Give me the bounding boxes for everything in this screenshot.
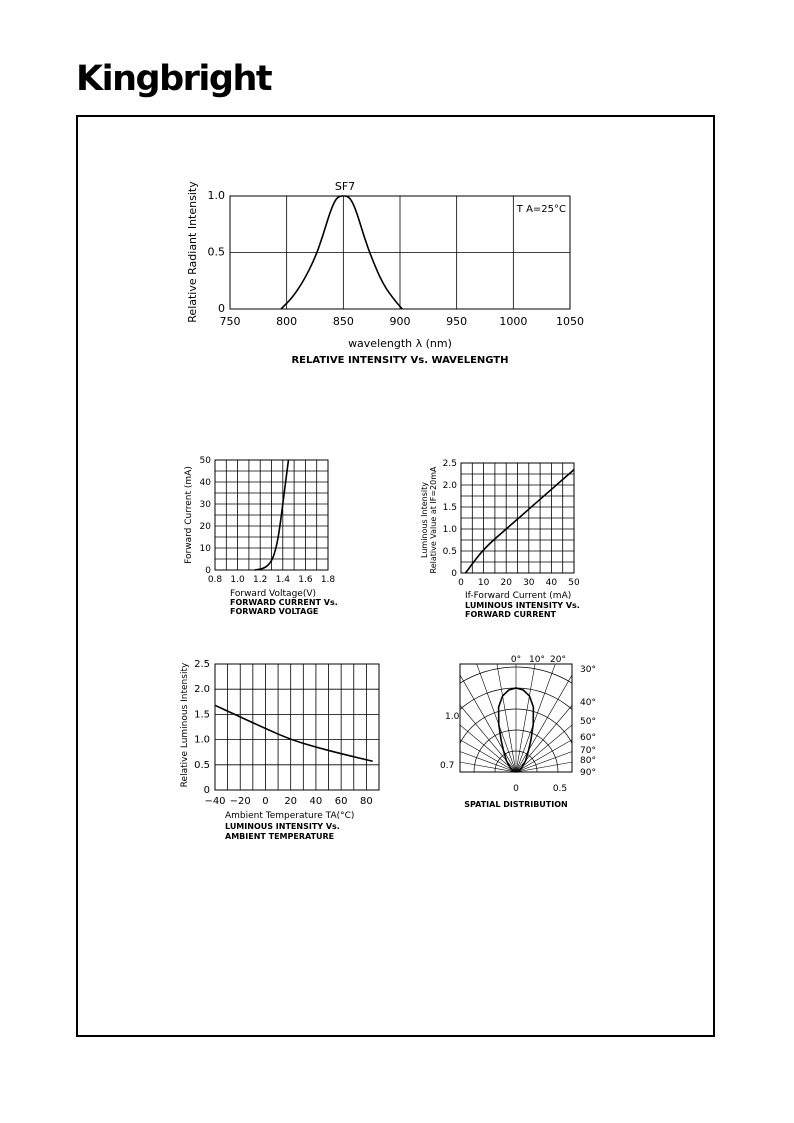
y-tick-label: 0 <box>203 785 210 796</box>
x-tick-label: 20 <box>284 796 298 807</box>
y-tick-label: 0.5 <box>207 245 225 259</box>
angle-label: 20° <box>550 655 566 665</box>
x-tick-label: 900 <box>389 315 411 328</box>
x-tick-label: 0.8 <box>207 575 223 585</box>
angle-label: 80° <box>580 756 596 766</box>
y-tick-label: 1.5 <box>194 709 210 721</box>
x-tick-label: −20 <box>229 796 251 807</box>
y-tick-label: 1.0 <box>194 734 210 746</box>
series-label-sf7: SF7 <box>334 180 356 193</box>
y-tick-label: 2.5 <box>194 659 210 670</box>
lt-x-axis-label: Ambient Temperature TA(°C) <box>225 811 355 821</box>
lt-y-axis-label: Relative Luminous Intensity <box>180 662 190 788</box>
x-tick-label: 800 <box>276 315 298 328</box>
y-tick-label: 50 <box>199 456 211 466</box>
angle-label: 0° <box>510 655 522 665</box>
x-tick-label: 60 <box>334 796 348 807</box>
forward-current-vs-voltage-chart <box>180 450 350 620</box>
x-tick-label: 30 <box>523 578 535 588</box>
angle-label: 60° <box>580 733 596 743</box>
x-tick-label: 1.2 <box>253 575 268 585</box>
iv-caption-line-2: FORWARD VOLTAGE <box>230 607 319 616</box>
x-tick-label: 1.8 <box>320 575 336 585</box>
x-tick-label: −40 <box>204 796 226 807</box>
condition-annotation: T A=25°C <box>516 204 566 215</box>
y-tick-label: 0.5 <box>442 547 457 557</box>
y-tick-label: 1.5 <box>442 503 457 513</box>
x-tick-label: 80 <box>360 796 373 807</box>
radial-label-1-0: 1.0 <box>445 712 460 722</box>
radial-label-0-5: 0.5 <box>552 784 568 794</box>
kingbright-logo: Kingbright <box>76 59 272 99</box>
x-tick-label: 750 <box>219 315 241 328</box>
y-tick-label: 2.0 <box>442 481 457 491</box>
x-tick-label: 20 <box>500 578 512 588</box>
y-tick-label: 10 <box>199 544 211 554</box>
x-tick-label: 950 <box>446 315 468 328</box>
y-tick-label: 0 <box>205 566 211 576</box>
y-tick-label: 20 <box>199 522 211 532</box>
spectrum-x-axis-label: wavelength λ (nm) <box>348 337 452 350</box>
angle-label: 30° <box>580 665 596 675</box>
spectrum-y-axis-label: Relative Radiant Intensity <box>186 181 199 323</box>
x-tick-label: 50 <box>568 578 580 588</box>
x-tick-label: 0 <box>262 796 269 807</box>
x-tick-label: 1000 <box>499 315 528 328</box>
y-tick-label: 0.5 <box>194 759 210 771</box>
y-tick-label: 0 <box>451 569 457 579</box>
iv-y-axis-label: Forward Current (mA) <box>184 466 194 564</box>
angle-label: 50° <box>580 717 596 727</box>
y-tick-label: 1.0 <box>442 525 457 535</box>
lt-series-line <box>215 705 373 761</box>
lc-y-axis-label-line-1: Luminous Intensity <box>420 482 429 558</box>
lt-plot-frame <box>215 664 379 790</box>
x-tick-label: 40 <box>545 578 558 588</box>
spatial-caption: SPATIAL DISTRIBUTION <box>464 800 568 809</box>
luminous-intensity-vs-temperature-chart <box>175 650 390 850</box>
x-tick-label: 10 <box>477 578 490 588</box>
iv-caption-line-1: FORWARD CURRENT Vs. <box>230 598 338 607</box>
x-tick-label: 0 <box>458 578 464 588</box>
angle-label: 10° <box>529 655 545 665</box>
spatial-distribution-chart <box>430 650 600 815</box>
y-tick-label: 2.0 <box>194 684 210 696</box>
lc-caption-line-2: FORWARD CURRENT <box>465 610 556 619</box>
lt-caption-line-1: LUMINOUS INTENSITY Vs. <box>225 822 340 831</box>
x-tick-label: 1050 <box>556 315 584 328</box>
x-tick-label: 1.6 <box>298 575 313 585</box>
y-tick-label: 40 <box>199 478 211 488</box>
y-tick-label: 1.0 <box>207 189 225 202</box>
y-tick-label: 2.5 <box>442 459 457 469</box>
radial-label-0: 0 <box>513 784 519 794</box>
luminous-intensity-vs-current-chart <box>415 450 595 625</box>
radial-label-0-7: 0.7 <box>440 761 455 771</box>
lt-caption-line-2: AMBIENT TEMPERATURE <box>225 832 335 841</box>
x-tick-label: 850 <box>332 315 354 328</box>
angle-label: 70° <box>580 746 596 756</box>
x-tick-label: 1.0 <box>230 575 245 585</box>
x-tick-label: 40 <box>309 796 323 807</box>
x-tick-label: 1.4 <box>275 575 290 585</box>
lc-caption-line-1: LUMINOUS INTENSITY Vs. <box>465 601 580 610</box>
lc-y-axis-label-line-2: Relative Value at IF=20mA <box>429 466 438 574</box>
iv-x-axis-label: Forward Voltage(V) <box>230 589 316 599</box>
angle-label: 40° <box>580 698 596 708</box>
relative-intensity-vs-wavelength-chart <box>180 170 600 370</box>
lc-x-axis-label: If-Forward Current (mA) <box>465 591 572 601</box>
y-tick-label: 0 <box>218 302 225 315</box>
spectrum-caption: RELATIVE INTENSITY Vs. WAVELENGTH <box>291 355 509 366</box>
y-tick-label: 30 <box>199 500 211 510</box>
angle-label: 90° <box>580 768 596 778</box>
